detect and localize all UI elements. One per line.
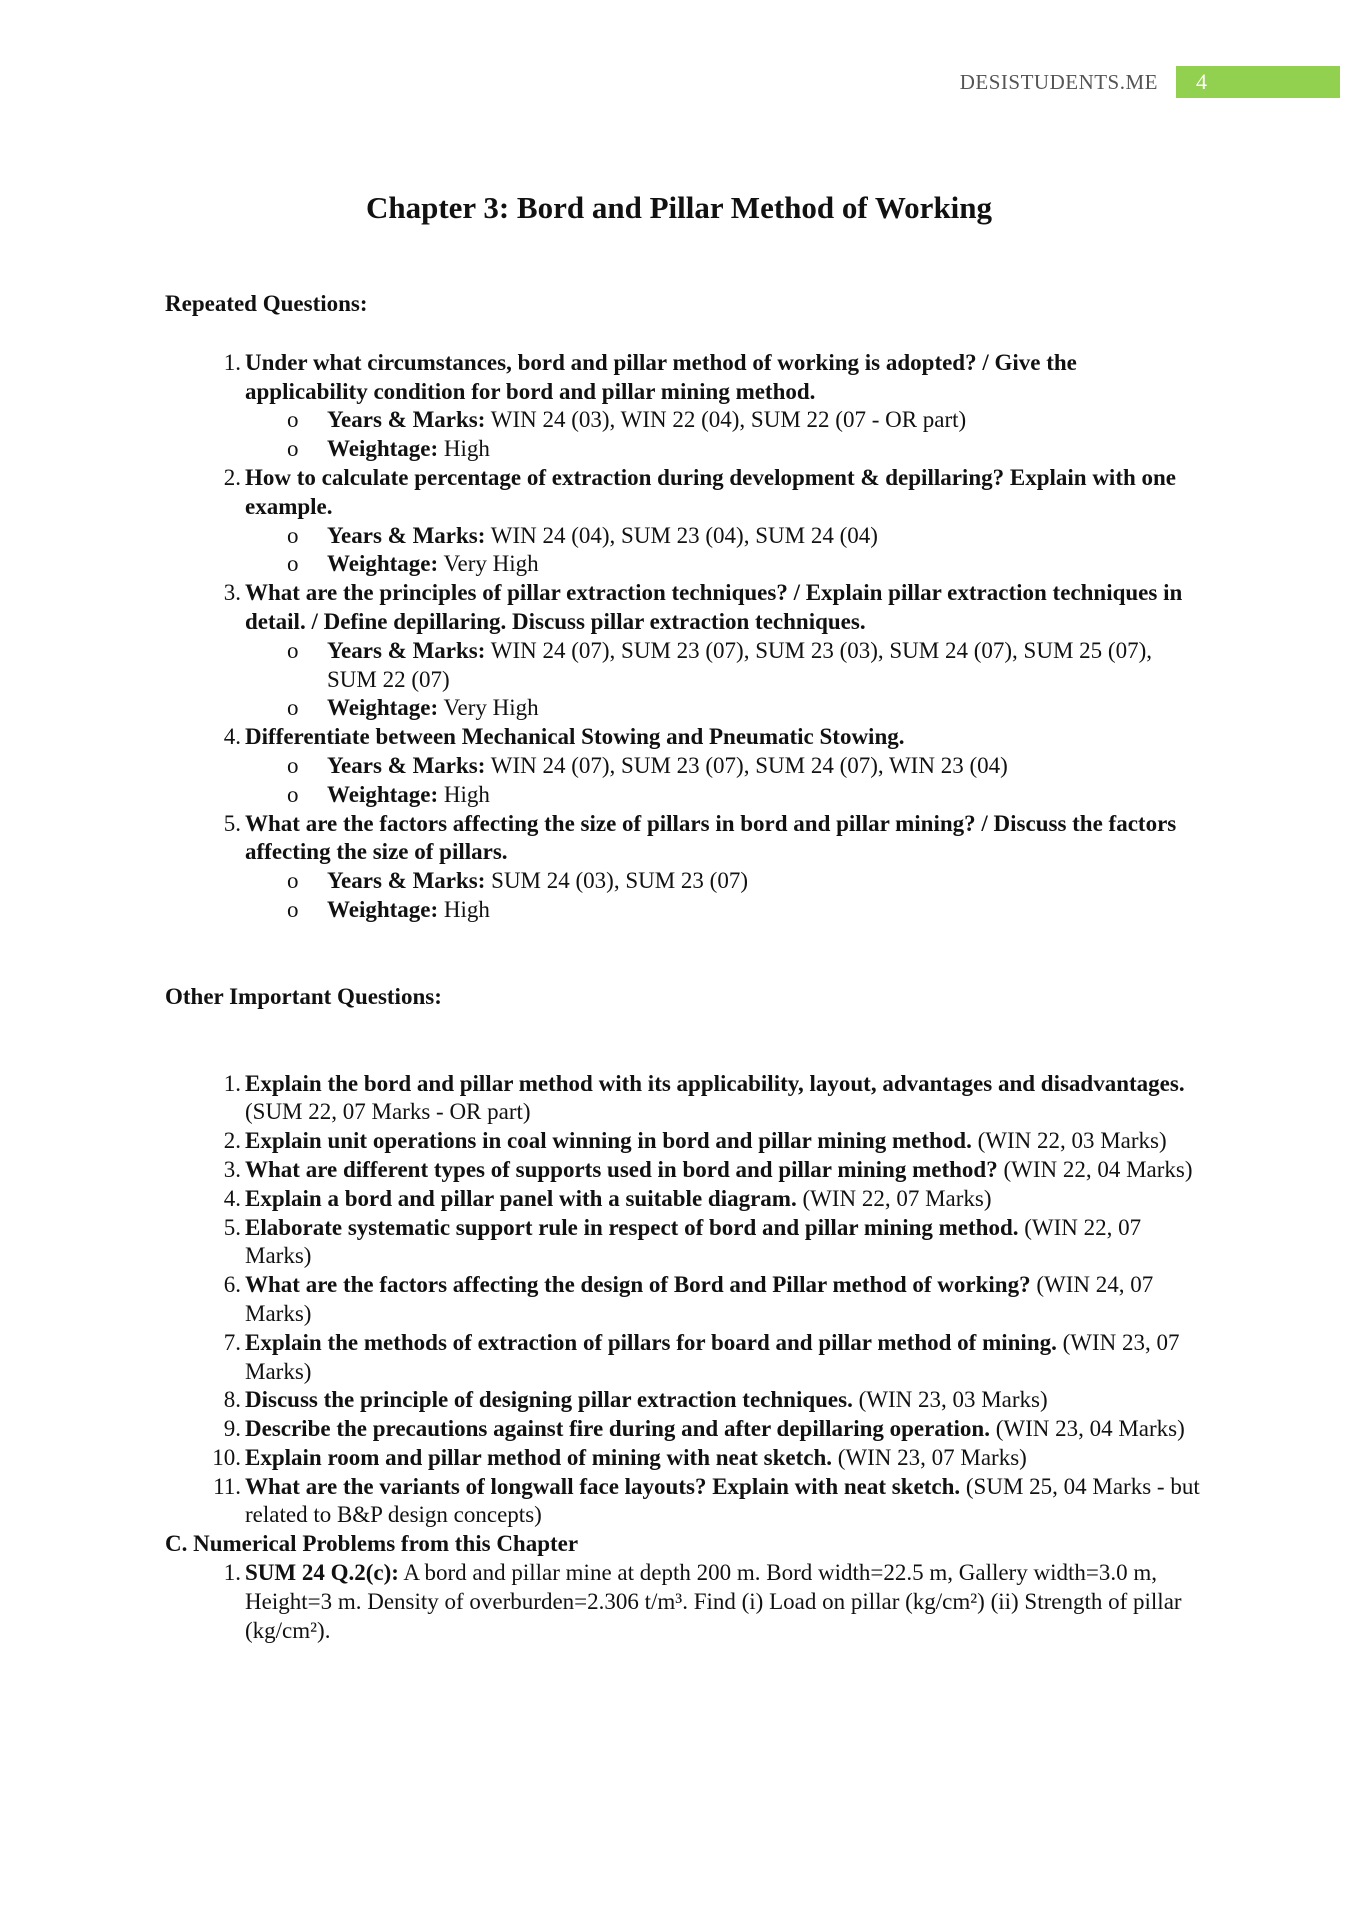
question-meta: (WIN 23, 04 Marks) xyxy=(995,1416,1185,1442)
question-text: Explain the methods of extraction of pillars for board and pillar method of mining. xyxy=(245,1329,1057,1355)
question-number: 8. xyxy=(223,1387,241,1413)
weightage-label: Weightage: xyxy=(327,551,439,577)
question-meta: (WIN 22, 04 Marks) xyxy=(1003,1156,1193,1182)
chapter-title: Chapter 3: Bord and Pillar Method of Working xyxy=(365,190,993,225)
question-meta: (WIN 23, 07 Marks) xyxy=(245,1329,1180,1384)
bullet-icon: o xyxy=(287,637,299,663)
site-name: DESISTUDENTS.ME xyxy=(959,69,1158,94)
bullet-icon: o xyxy=(287,868,299,894)
question-number: 7. xyxy=(223,1329,241,1355)
weightage-line xyxy=(165,550,1205,579)
bullet-icon: o xyxy=(287,781,299,807)
years-value: WIN 24 (07), SUM 23 (07), SUM 24 (07), WIN 23 (04) xyxy=(490,752,1008,778)
question-number: 2. xyxy=(223,1128,241,1154)
problem-text: A bord and pillar mine at depth 200 m. Bord width=22.5 m, Gallery width=3.0 m, Height=3 m. Density of overburden=2.306 t/m³. Find (i) Load on pillar (kg/cm²) (ii) Strength of pillar (kg/cm²). xyxy=(245,1560,1182,1643)
other-question xyxy=(165,1415,1205,1444)
numerical-heading: C. Numerical Problems from this Chapter xyxy=(165,1531,579,1557)
bullet-icon: o xyxy=(287,896,299,922)
repeated-question xyxy=(165,349,1205,407)
question-number: 1. xyxy=(223,349,241,375)
other-question xyxy=(165,1473,1205,1531)
question-text: What are the principles of pillar extraction techniques? / Explain pillar extraction techniques in detail. / Define depillaring. Discuss pillar extraction techniques. xyxy=(245,580,1183,634)
page-header xyxy=(960,66,1340,98)
question-text: Explain the bord and pillar method with its applicability, layout, advantages and disadvantages. xyxy=(245,1070,1185,1096)
weightage-value: Very High xyxy=(443,551,539,577)
question-meta: (WIN 24, 07 Marks) xyxy=(245,1272,1154,1326)
weightage-label: Weightage: xyxy=(327,896,439,922)
other-question xyxy=(165,1444,1205,1473)
other-question xyxy=(165,1271,1205,1329)
other-question xyxy=(165,1127,1205,1156)
weightage-line xyxy=(165,896,1205,925)
question-meta: (WIN 22, 07 Marks) xyxy=(245,1214,1142,1269)
years-marks-line xyxy=(165,406,1205,435)
question-meta: (WIN 23, 03 Marks) xyxy=(858,1387,1048,1413)
repeated-question xyxy=(165,464,1205,522)
bullet-icon: o xyxy=(287,551,299,577)
years-value: WIN 24 (03), WIN 22 (04), SUM 22 (07 - OR part) xyxy=(490,407,967,433)
repeated-question xyxy=(165,723,1205,752)
question-text: Elaborate systematic support rule in respect of bord and pillar mining method. xyxy=(245,1214,1019,1240)
question-text: How to calculate percentage of extraction during development & depillaring? Explain with one example. xyxy=(245,464,1177,519)
bullet-icon: o xyxy=(287,752,299,778)
years-value: WIN 24 (07), SUM 23 (07), SUM 23 (03), SUM 24 (07), SUM 25 (07), SUM 22 (07) xyxy=(327,637,1152,692)
problem-label: SUM 24 Q.2(c): xyxy=(245,1560,399,1586)
years-value: SUM 24 (03), SUM 23 (07) xyxy=(491,868,748,894)
other-question xyxy=(165,1329,1205,1387)
years-marks-line xyxy=(165,867,1205,896)
other-question xyxy=(165,1156,1205,1185)
question-meta: (SUM 22, 07 Marks - OR part) xyxy=(245,1099,531,1125)
years-label: Years & Marks: xyxy=(327,868,486,894)
other-question xyxy=(165,1214,1205,1272)
question-number: 4. xyxy=(223,724,241,750)
other-question xyxy=(165,1070,1205,1128)
other-question xyxy=(165,1386,1205,1415)
years-label: Years & Marks: xyxy=(327,752,486,778)
question-number: 6. xyxy=(223,1272,241,1298)
numerical-problems-list xyxy=(165,1559,1205,1645)
question-number: 11. xyxy=(213,1473,241,1499)
question-text: Discuss the principle of designing pillar extraction techniques. xyxy=(245,1387,853,1413)
question-text: Describe the precautions against fire during and after depillaring operation. xyxy=(245,1416,990,1442)
question-number: 2. xyxy=(223,464,241,490)
weightage-value: Very High xyxy=(443,695,539,721)
weightage-line xyxy=(165,781,1205,810)
question-text: Under what circumstances, bord and pillar method of working is adopted? / Give the applicability condition for bord and pillar mining method. xyxy=(245,349,1077,404)
weightage-value: High xyxy=(443,896,490,922)
years-label: Years & Marks: xyxy=(327,522,486,548)
question-number: 5. xyxy=(223,1214,241,1240)
repeated-question xyxy=(165,579,1205,637)
years-label: Years & Marks: xyxy=(327,407,486,433)
bullet-icon: o xyxy=(287,695,299,721)
question-meta: (WIN 22, 07 Marks) xyxy=(802,1185,992,1211)
question-number: 5. xyxy=(223,810,241,836)
question-text: Explain room and pillar method of mining with neat sketch. xyxy=(245,1444,833,1470)
page-number: 4 xyxy=(1176,66,1340,98)
weightage-line xyxy=(165,694,1205,723)
years-marks-line xyxy=(165,752,1205,781)
bullet-icon: o xyxy=(287,407,299,433)
page-content xyxy=(165,290,1205,1645)
years-label: Years & Marks: xyxy=(327,637,486,663)
question-number: 3. xyxy=(223,580,241,606)
question-text: What are the factors affecting the size of pillars in bord and pillar mining? / Discuss the factors affecting the size of pillars. xyxy=(245,810,1177,865)
question-text: What are the variants of longwall face layouts? Explain with neat sketch. xyxy=(245,1473,961,1499)
weightage-value: High xyxy=(443,436,490,462)
question-number: 4. xyxy=(223,1185,241,1211)
other-heading: Other Important Questions: xyxy=(165,983,442,1009)
question-meta: (WIN 22, 03 Marks) xyxy=(977,1128,1167,1154)
repeated-questions-list xyxy=(165,349,1205,925)
bullet-icon: o xyxy=(287,522,299,548)
other-question xyxy=(165,1185,1205,1214)
weightage-label: Weightage: xyxy=(327,436,439,462)
years-marks-line xyxy=(165,637,1205,695)
repeated-question xyxy=(165,810,1205,868)
question-number: 9. xyxy=(223,1416,241,1442)
weightage-line xyxy=(165,435,1205,464)
weightage-label: Weightage: xyxy=(327,781,439,807)
question-number: 1. xyxy=(223,1070,241,1096)
repeated-heading: Repeated Questions: xyxy=(165,291,368,316)
problem-number: 1. xyxy=(223,1560,241,1586)
question-number: 10. xyxy=(212,1444,241,1470)
question-text: Explain a bord and pillar panel with a suitable diagram. xyxy=(245,1185,797,1211)
bullet-icon: o xyxy=(287,436,299,462)
question-text: What are different types of supports used in bord and pillar mining method? xyxy=(245,1156,998,1182)
weightage-value: High xyxy=(443,781,490,807)
question-number: 3. xyxy=(223,1156,241,1182)
years-marks-line xyxy=(165,522,1205,551)
other-questions-list xyxy=(165,1070,1205,1531)
numerical-problem xyxy=(165,1559,1205,1645)
weightage-label: Weightage: xyxy=(327,695,439,721)
question-meta: (SUM 25, 04 Marks - but related to B&P design concepts) xyxy=(245,1473,1200,1528)
question-text: What are the factors affecting the design of Bord and Pillar method of working? xyxy=(245,1272,1031,1298)
years-value: WIN 24 (04), SUM 23 (04), SUM 24 (04) xyxy=(490,522,878,548)
question-meta: (WIN 23, 07 Marks) xyxy=(837,1444,1027,1470)
question-text: Explain unit operations in coal winning in bord and pillar mining method. xyxy=(245,1128,972,1154)
question-text: Differentiate between Mechanical Stowing and Pneumatic Stowing. xyxy=(245,724,905,750)
